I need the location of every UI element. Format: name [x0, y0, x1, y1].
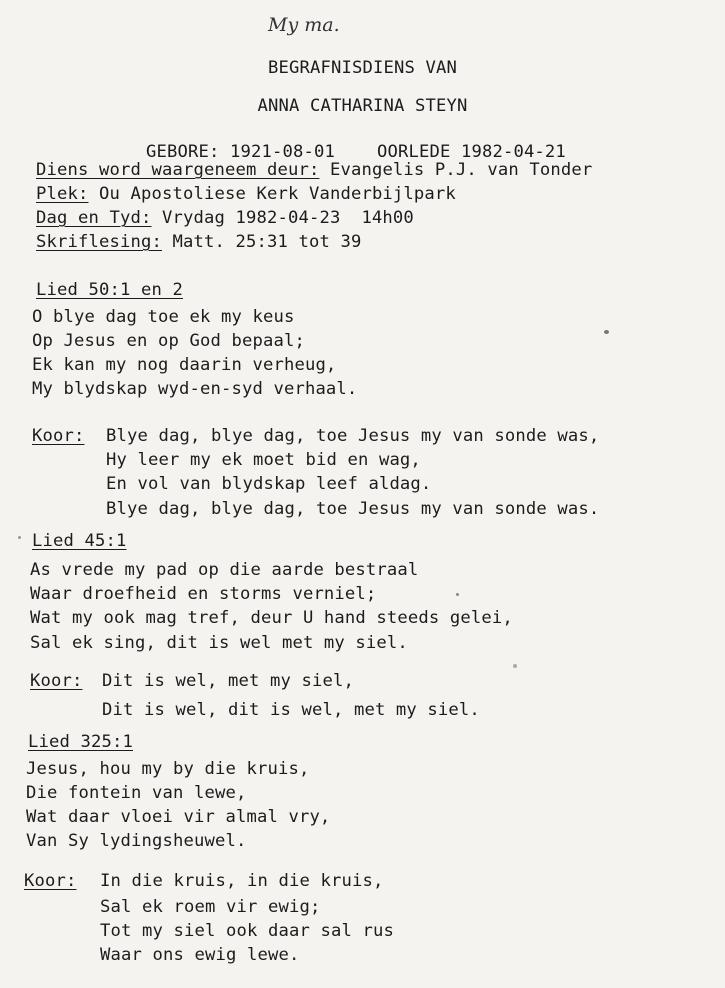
detail-label: Diens word waargeneem deur: [36, 160, 320, 180]
hymn-verse-line: Van Sy lydingsheuwel. [26, 831, 247, 851]
scan-speck [18, 536, 21, 539]
chorus-line: Blye dag, blye dag, toe Jesus my van sonde was. [106, 499, 600, 519]
chorus-label: Koor: [30, 671, 83, 691]
chorus-line: Dit is wel, met my siel, [102, 671, 354, 691]
hymn-verse-line: O blye dag toe ek my keus [32, 307, 295, 327]
hymn-verse-line: Wat my ook mag tref, deur U hand steeds gelei, [30, 608, 513, 628]
hymn-verse-line: Op Jesus en op God bepaal; [32, 331, 305, 351]
detail-label: Dag en Tyd: [36, 208, 152, 228]
hymn-verse-line: My blydskap wyd-en-syd verhaal. [32, 379, 358, 399]
chorus-line: Tot my siel ook daar sal rus [100, 921, 394, 941]
hymn-verse-line: As vrede my pad op die aarde bestraal [30, 560, 419, 580]
detail-value: Ou Apostoliese Kerk Vanderbijlpark [88, 184, 456, 204]
born-label: GEBORE: [146, 142, 220, 162]
hymn-title: Lied 325:1 [28, 732, 133, 752]
hymn-verse-line: Sal ek sing, dit is wel met my siel. [30, 633, 408, 653]
deceased-name: ANNA CATHARINA STEYN [257, 96, 468, 116]
scan-speck [604, 330, 609, 334]
hymn-verse-line: Ek kan my nog daarin verheug, [32, 355, 337, 375]
chorus-line: En vol van blydskap leef aldag. [106, 474, 432, 494]
document-title: BEGRAFNISDIENS VAN [268, 58, 457, 78]
chorus-line: Hy leer my ek moet bid en wag, [106, 450, 421, 470]
died-date: 1982-04-21 [460, 142, 566, 162]
chorus-label: Koor: [24, 871, 77, 891]
detail-place [36, 183, 456, 205]
hymn-verse-line: Die fontein van lewe, [26, 783, 247, 803]
chorus-label: Koor: [32, 426, 85, 446]
hymn-verse-line: Wat daar vloei vir almal vry, [26, 807, 331, 827]
hymn-verse-line: Jesus, hou my by die kruis, [26, 759, 310, 779]
chorus-line: In die kruis, in die kruis, [100, 871, 384, 891]
scan-speck [513, 664, 517, 668]
born-date: 1921-08-01 [229, 142, 335, 162]
hymn-verse-line: Waar droefheid en storms verniel; [30, 584, 377, 604]
detail-label: Plek: [36, 184, 89, 204]
detail-label: Skriflesing: [36, 232, 162, 252]
detail-value: Evangelis P.J. van Tonder [319, 160, 593, 180]
died-label: OORLEDE [376, 142, 451, 162]
chorus-line: Waar ons ewig lewe. [100, 945, 300, 965]
detail-value: Vrydag 1982-04-23 14h00 [151, 208, 414, 228]
detail-officiant [36, 159, 592, 181]
chorus-line: Sal ek roem vir ewig; [100, 897, 321, 917]
chorus-line: Blye dag, blye dag, toe Jesus my van sonde was, [106, 426, 600, 446]
detail-day-time [36, 207, 414, 229]
hymn-title: Lied 45:1 [32, 531, 127, 551]
hymn-title: Lied 50:1 en 2 [36, 280, 183, 300]
scan-speck [456, 593, 459, 596]
detail-scripture [36, 231, 361, 253]
handwritten-note: My ma. [268, 14, 340, 36]
chorus-line: Dit is wel, dit is wel, met my siel. [102, 700, 480, 720]
detail-value: Matt. 25:31 tot 39 [161, 232, 362, 252]
